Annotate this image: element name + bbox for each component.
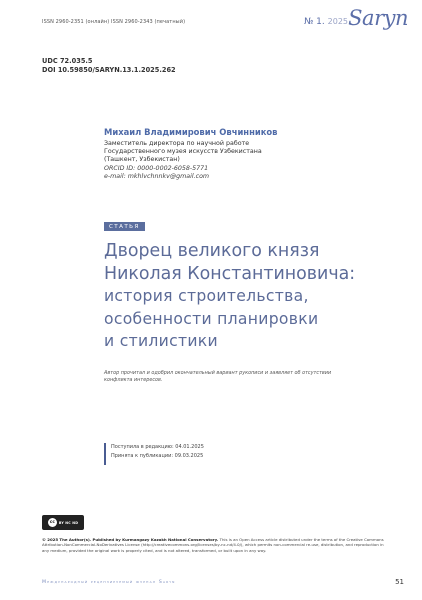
copyright-notice xyxy=(42,537,392,553)
received-date: Поступила в редакцию: 04.01.2025 xyxy=(111,444,204,450)
article-type-badge: СТАТЬЯ xyxy=(104,222,145,231)
title-line: и стилистики xyxy=(104,332,218,350)
author-position-line: Государственного музея искусств Узбекистана xyxy=(104,148,262,156)
title-line: Николая Константиновича: xyxy=(104,263,356,284)
article-title xyxy=(104,240,404,353)
cc-icon: cc xyxy=(49,520,55,525)
author-orcid[interactable]: ORCID ID: 0000-0002-6058-5771 xyxy=(104,164,209,172)
issue-year: 2025 xyxy=(327,17,348,26)
issn-line: ISSN 2960-2351 (онлайн) ISSN 2960-2343 (печатный) xyxy=(42,19,186,25)
license-badge-text: BY NC ND xyxy=(58,520,79,525)
author-block xyxy=(104,127,384,181)
author-position-line: (Ташкент, Узбекистан) xyxy=(104,156,180,164)
cc-license-badge[interactable] xyxy=(42,515,84,530)
accepted-date: Принята к публикации: 09.03.2025 xyxy=(111,453,204,459)
journal-logo: Saryn xyxy=(348,6,408,30)
copyright-bold: © 2025 The Author(s). Published by Kurmangazy Kazakh National Conservatory. xyxy=(42,537,219,542)
author-name: Михаил Владимирович Овчинников xyxy=(104,127,278,137)
doi-code: DOI 10.59850/SARYN.13.1.2025.262 xyxy=(42,65,176,74)
title-line: Дворец великого князя xyxy=(104,241,320,261)
issue-label: № 1. xyxy=(303,17,325,27)
author-note: Автор прочитал и одобрил окончательный вариант рукописи и заявляет об отсутствии конфликта интересов. xyxy=(104,370,332,383)
identifiers xyxy=(42,57,176,74)
submission-dates xyxy=(104,443,204,465)
author-position-line: Заместитель директора по научной работе xyxy=(104,140,250,147)
title-line: особенности планировки xyxy=(104,309,319,328)
udc-code: UDC 72.035.5 xyxy=(42,57,93,65)
copyright-text: This is an Open Access article distributed under the terms of the Creative Commons Attribution-NonCommercial-NoDerivatives License (http://creativecommons.org/licenses/by-nc-nd/4.0/), which permits non-commercial re-use, distribution, and reproduction in any medium, provided the original work is properly cited, and is not altered, transformed, or built upon in any way. xyxy=(42,537,384,553)
page-number: 51 xyxy=(395,578,404,586)
author-email[interactable]: e-mail: mkhlvchnnkv@gmail.com xyxy=(104,172,210,180)
title-line: история строительства, xyxy=(104,287,309,305)
footer-journal-name: Международный рецензируемый журнал Saryn xyxy=(42,580,176,585)
issue-number xyxy=(304,17,348,27)
